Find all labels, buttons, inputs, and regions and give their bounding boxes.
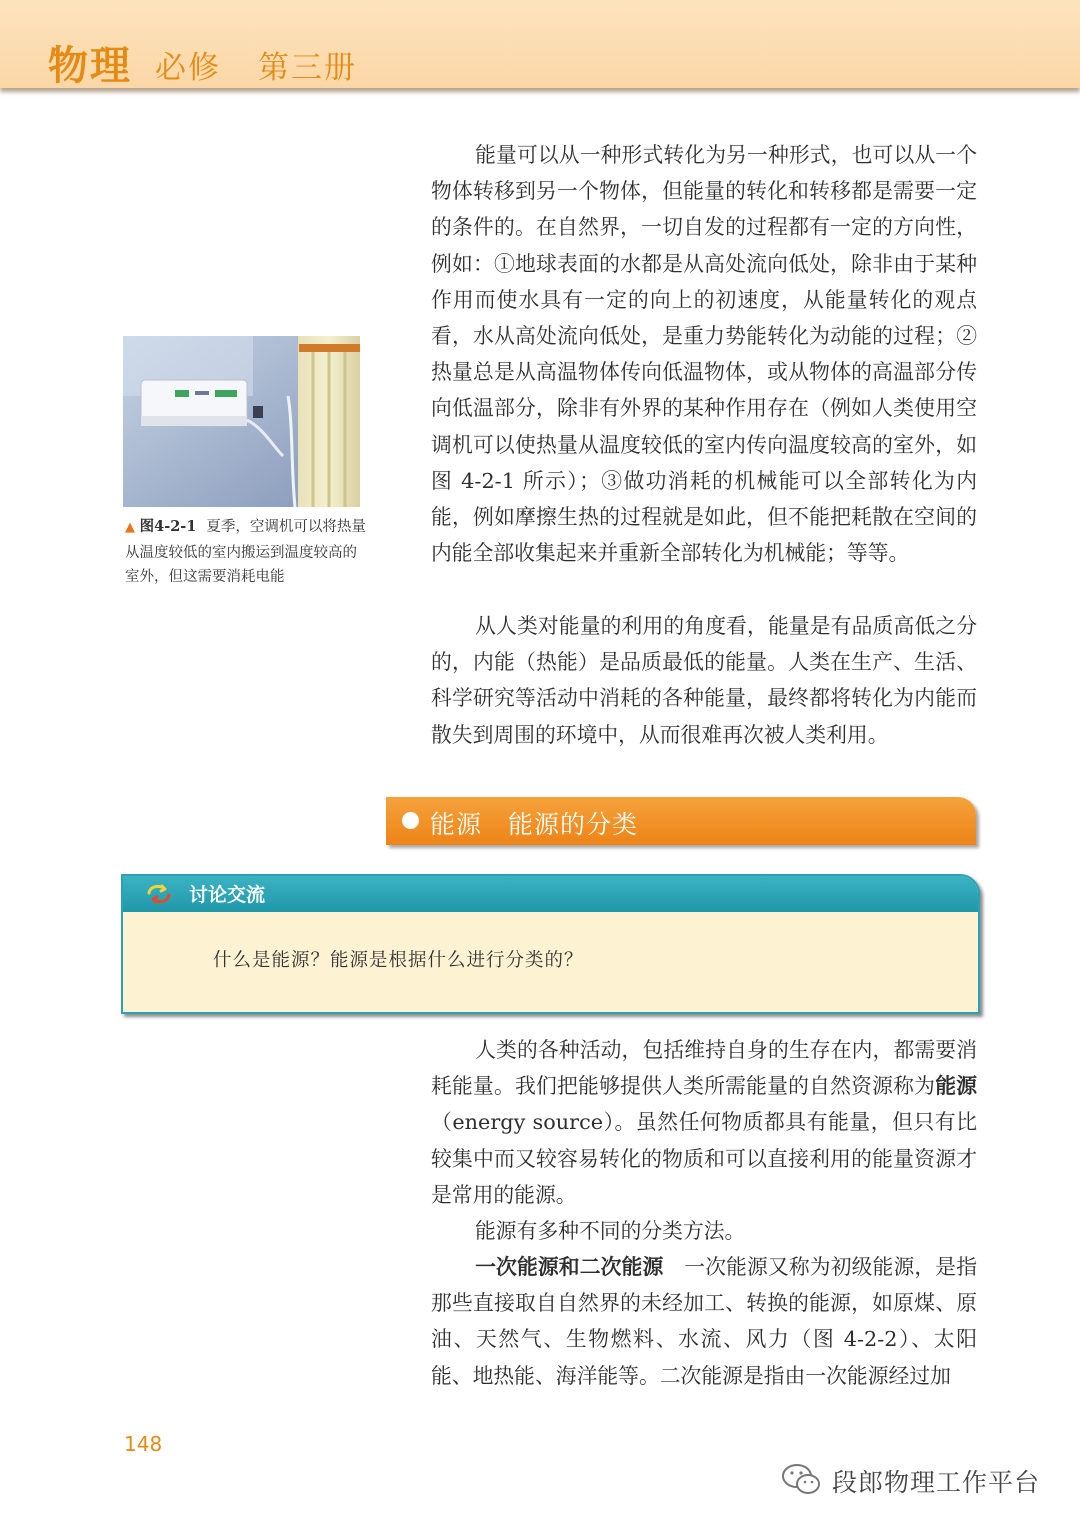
figure-caption-text: 夏季，空调机可以将热量从温度较低的室内搬运到温度较高的室外，但这需要消耗电能 — [125, 519, 366, 585]
bullet-dot-icon — [402, 812, 419, 829]
page-header — [0, 0, 1080, 88]
figure-photo-air-conditioner — [123, 336, 360, 507]
book-subtitle-required: 必修 — [155, 50, 221, 86]
term-primary-secondary-energy: 一次能源和二次能源 — [475, 1255, 664, 1279]
book-title: 物理 — [48, 43, 132, 89]
figure-caption — [125, 515, 367, 590]
page-number: 148 — [124, 1432, 163, 1456]
discussion-question: 什么是能源？能源是根据什么进行分类的？ — [213, 950, 584, 971]
discussion-box — [121, 874, 980, 1014]
caption-triangle-icon: ▲ — [125, 520, 135, 535]
figure-label: 图4-2-1 — [139, 518, 197, 535]
section-title: 能源 能源的分类 — [430, 810, 639, 839]
discussion-arrows-icon — [145, 883, 173, 905]
watermark-text: 段郎物理工作平台 — [832, 1468, 1041, 1497]
body-paragraph-4: 能源有多种不同的分类方法。 — [475, 1219, 746, 1243]
discussion-header — [123, 876, 978, 912]
wechat-logo-icon — [780, 1462, 824, 1498]
section-heading-bar — [386, 797, 976, 845]
book-subtitle-volume: 第三册 — [258, 50, 357, 86]
discussion-title: 讨论交流 — [189, 884, 266, 906]
body-paragraph-3: 人类的各种活动，包括维持自身的生存在内，都需要消耗能量。我们把能够提供人类所需能量的自然资源称为能源（energy source）。虽然任何物质都具有能量，但只有比较集中而又较容易转化的物质和可以直接利用的能量资源才是常用的能源。 — [431, 1038, 978, 1207]
term-energy-source: 能源 — [935, 1074, 978, 1099]
body-paragraph-2: 从人类对能量的利用的角度看，能量是有品质高低之分的，内能（热能）是品质最低的能量。人类在生产、生活、科学研究等活动中消耗的各种能量，最终都将转化为内能而散失到周围的环境中，从而很难再次被人类利用。 — [431, 614, 977, 747]
body-paragraph-5: 一次能源和二次能源 一次能源又称为初级能源，是指那些直接取自自然界的未经加工、转换的能源，如原煤、原油、天然气、生物燃料、水流、风力（图 4-2-2）、太阳能、地热能、海洋能等。二次能源是指由一次能源经过加 — [431, 1255, 978, 1388]
body-paragraph-1: 能量可以从一种形式转化为另一种形式，也可以从一个物体转移到另一个物体，但能量的转化和转移都是需要一定的条件的。在自然界，一切自发的过程都有一定的方向性，例如：①地球表面的水都是从高处流向低处，除非由于某种作用而使水具有一定的向上的初速度，从能量转化的观点看，水从高处流向低处，是重力势能转化为动能的过程；②热量总是从高温物体传向低温物体，或从物体的高温部分传向低温部分，除非有外界的某种作用存在（例如人类使用空调机可以使热量从温度较低的室内传向温度较高的室外，如图 4-2-1 所示）；③做功消耗的机械能可以全部转化为内能，例如摩擦生热的过程就是如此，但不能把耗散在空间的内能全部收集起来并重新全部转化为机械能；等等。 — [431, 143, 977, 566]
